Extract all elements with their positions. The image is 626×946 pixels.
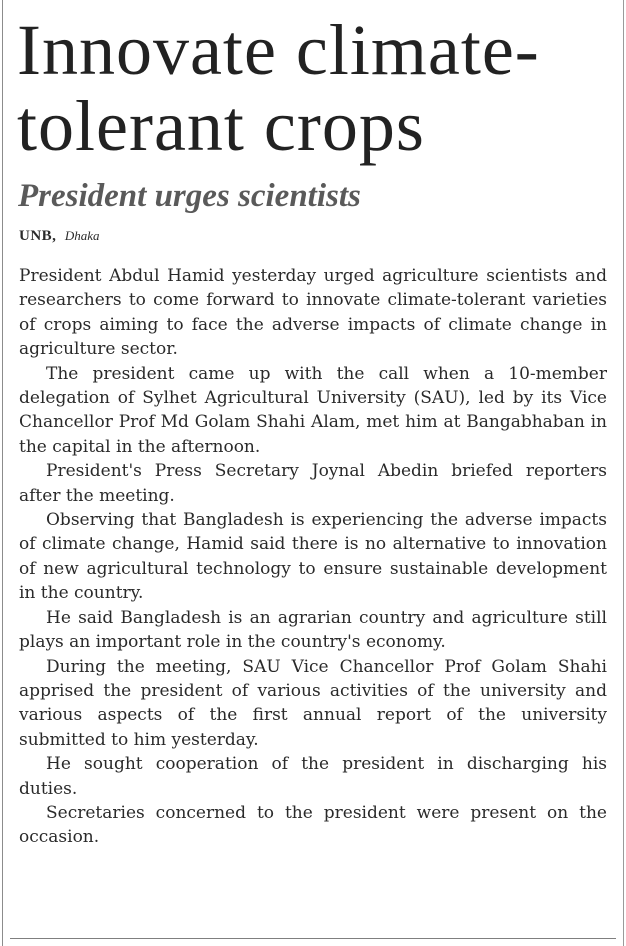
paragraph: President Abdul Hamid yesterday urged agriculture scientists and researchers to come forward to innovate climate-tolerant varieties of crops aiming to face the adverse impacts of climate change in agriculture sector.: [19, 266, 607, 360]
paragraph: Secretaries concerned to the president were present on the occasion.: [19, 802, 607, 848]
paragraph: He said Bangladesh is an agrarian country and agriculture still plays an important role in the country's economy.: [19, 607, 607, 653]
paragraph: During the meeting, SAU Vice Chancellor Prof Golam Shahi apprised the president of various activities of the university and various aspects of the first annual report of the university submitted to him yesterday.: [19, 656, 607, 750]
dateline-city: Dhaka: [64, 228, 100, 243]
paragraph: President's Press Secretary Joynal Abedin briefed reporters after the meeting.: [19, 461, 607, 506]
bottom-rule: [10, 938, 616, 939]
news-agency: UNB,: [19, 228, 57, 244]
paragraph: He sought cooperation of the president in discharging his duties.: [19, 754, 607, 799]
subheadline: President urges scientists: [18, 178, 361, 214]
right-column-rule: [623, 0, 624, 946]
dateline: [19, 226, 100, 246]
paragraph: Observing that Bangladesh is experiencing the adverse impacts of climate change, Hamid said there is no alternative to innovation of new agricultural technology to ensure sustainable development in the country.: [19, 510, 607, 604]
left-column-rule: [2, 0, 3, 946]
headline: Innovate climate-tolerant crops: [17, 10, 540, 166]
article-body: [19, 264, 607, 850]
paragraph: The president came up with the call when a 10-member delegation of Sylhet Agricultural University (SAU), led by its Vice Chancellor Prof Md Golam Shahi Alam, met him at Bangabhaban in the capital in the afternoon.: [19, 363, 607, 457]
